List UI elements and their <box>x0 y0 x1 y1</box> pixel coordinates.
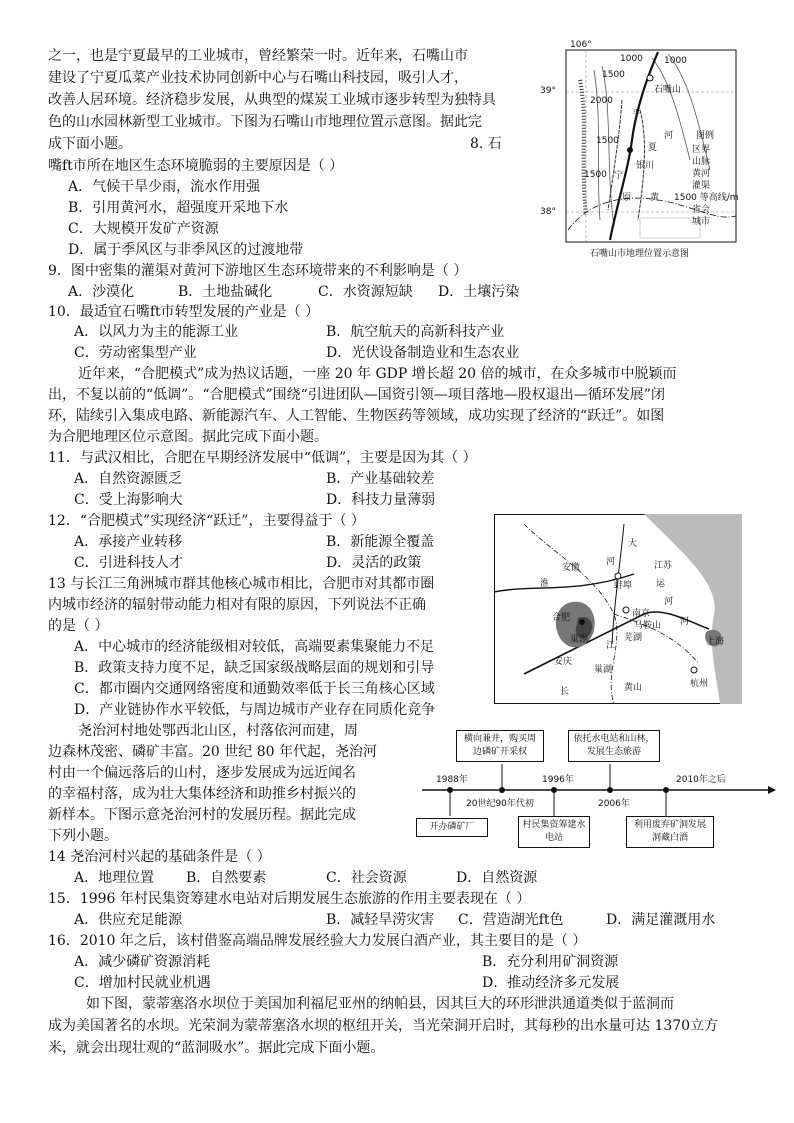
map1-place-huang: 黄 <box>650 193 660 203</box>
timeline-box-tourism: 依托水电站和山林，发展生态旅游 <box>568 730 660 762</box>
q9-stem: 9．图中密集的灌渠对黄河下游地区生态环境带来的不利影响是（ ） <box>48 263 468 279</box>
q12-option-c[interactable]: C．引进科技人才 <box>74 555 183 571</box>
map2-nanjing: 南京 <box>632 609 651 619</box>
map1-caption: 石嘴山市地理位置示意图 <box>590 249 690 259</box>
q9-option-d[interactable]: D．土壤污染 <box>438 284 520 300</box>
map2-chang: 长 <box>560 687 570 697</box>
timeline-box-liquor: 利用废弃矿洞发展洞藏白酒 <box>626 816 714 848</box>
map1-contour-4: 1500 <box>596 136 619 146</box>
map1-place-ning: 宁 <box>614 171 624 181</box>
q12-option-b[interactable]: B．新能源全覆盖 <box>326 534 435 550</box>
map2-jiangsu: 江苏 <box>654 561 673 571</box>
map2-wuhu: 芜湖 <box>624 633 643 643</box>
q15-option-c[interactable]: C．营造湖光ft色 <box>458 912 564 928</box>
q12-option-a[interactable]: A．承接产业转移 <box>74 534 183 550</box>
map1-place-shizuishan: 石嘴山 <box>654 85 682 95</box>
q8-option-b[interactable]: B．引用黄河水，超强度开采地下水 <box>68 200 289 216</box>
q14-option-b[interactable]: B．自然要素 <box>186 870 267 886</box>
shizuishan-location-map <box>540 40 746 262</box>
timeline-year-2010: 2010年之后 <box>676 775 726 785</box>
q15-option-a[interactable]: A．供应充足能源 <box>74 912 183 928</box>
map2-huangshan: 黄山 <box>624 683 643 693</box>
q9-option-c[interactable]: C．水资源短缺 <box>318 284 413 300</box>
map1-legend-canal: 灌渠 <box>692 181 711 191</box>
map2-jiang: 江 <box>606 641 616 651</box>
timeline-year-1988: 1988年 <box>436 775 468 785</box>
q12-option-d[interactable]: D．灵活的政策 <box>326 555 422 571</box>
map2-shanghai: 上海 <box>706 637 725 647</box>
map2-yun: 运 <box>656 579 666 589</box>
map2-hangzhou: 杭州 <box>690 679 709 689</box>
q8-option-a[interactable]: A．气候干旱少雨，流水作用强 <box>68 179 261 195</box>
intro3-line-3: 村由一个偏远落后的山村，逐步发展成为远近闻名 <box>48 765 356 781</box>
q11-option-a[interactable]: A．自然资源匮乏 <box>74 471 183 487</box>
map1-legend-mountain: 山脉 <box>692 157 711 167</box>
map2-hefei: 合肥 <box>552 613 571 623</box>
intro2-line-1: 近年来，“合肥模式”成为热议话题，一座 20 年 GDP 增长超 20 倍的城市，在众多城市中脱颖而 <box>78 366 677 382</box>
intro1-line-5: 成下面小题。 <box>48 136 132 152</box>
intro1-line-3: 改善人居环境。经济稳步发展，从典型的煤炭工业城市逐步转型为独特具 <box>48 92 496 108</box>
map2-chaohu-1: 巢湖 <box>570 635 589 645</box>
q14-stem: 14 尧治河村兴起的基础条件是（ ） <box>48 849 271 865</box>
q10-option-a[interactable]: A．以风力为主的能源工业 <box>74 324 239 340</box>
map2-anhui: 安徽 <box>562 563 581 573</box>
q16-option-b[interactable]: B．充分利用矿洞资源 <box>482 954 619 970</box>
yaozhihe-timeline <box>414 724 776 848</box>
q8-option-c[interactable]: C．大规模开发矿产资源 <box>68 221 219 237</box>
intro1-line-1: 之一，也是宁夏最早的工业城市，曾经繁荣一时。近年来，石嘴山市 <box>48 48 468 64</box>
map1-place-yuan: 原 <box>622 193 632 203</box>
map1-contour-5: 1500 <box>584 170 607 180</box>
map1-place-xia: 夏 <box>648 143 658 153</box>
q13-option-a[interactable]: A．中心城市的经济能级相对较低，高端要素集聚能力不足 <box>74 639 435 655</box>
q13-stem-line-1: 13 与长江三角洲城市群其他核心城市相比，合肥市对其都市圈 <box>48 576 435 592</box>
map1-legend-river: 黄河 <box>692 169 711 179</box>
map1-lat-bottom: 38° <box>540 207 556 217</box>
q11-option-c[interactable]: C．受上海影响大 <box>74 492 183 508</box>
intro2-line-2: 出，不复以前的“低调”。“合肥模式”围绕“引进团队—国资引领—项目落地—股权退出—循环发展”闭 <box>48 387 665 403</box>
timeline-box-merger: 横向兼并，购买周边磷矿开采权 <box>456 730 544 762</box>
intro3-line-4: 的幸福村落，成为壮大集体经济和助推乡村振兴的 <box>48 786 356 802</box>
q14-option-c[interactable]: C．社会资源 <box>326 870 407 886</box>
shizuishan-map-svg <box>540 40 746 262</box>
q9-option-a[interactable]: A．沙漠化 <box>68 284 135 300</box>
q10-option-b[interactable]: B．航空航天的高新科技产业 <box>326 324 505 340</box>
q8-number: 8. 石 <box>470 136 502 152</box>
q13-option-c[interactable]: C．都市圈内交通网络密度和通勤效率低于长三角核心区域 <box>74 681 435 697</box>
map1-legend-title: 图例 <box>696 131 715 141</box>
timeline-box-mine: 开办磷矿厂 <box>416 818 488 837</box>
q16-option-d[interactable]: D．推动经济多元发展 <box>482 975 620 991</box>
map2-bengbu: 蚌埠 <box>614 581 633 591</box>
q13-option-b[interactable]: B．政策支持力度不足，缺乏国家级战略层面的规划和引导 <box>74 660 435 676</box>
map1-place-he: 河 <box>664 131 674 141</box>
intro3-line-1: 尧治河村地处鄂西北山区，村落依河而建，周 <box>78 723 358 739</box>
map1-place-yinchuan: 银川 <box>636 161 655 171</box>
map2-anqing: 安庆 <box>554 657 573 667</box>
map2-he-1: 河 <box>606 557 616 567</box>
map1-longitude: 106° <box>570 40 592 50</box>
q15-option-d[interactable]: D．满足灌溉用水 <box>606 912 716 928</box>
map1-contour-1: 1000 <box>620 54 643 64</box>
map1-legend-capital: 省会 <box>692 205 711 215</box>
q9-option-b[interactable]: B．土地盐碱化 <box>178 284 273 300</box>
map2-chaohu-2: 巢湖 <box>594 665 613 675</box>
q8-stem: 嘴ft市所在地区生态环境脆弱的主要原因是（ ） <box>48 158 344 174</box>
q8-option-d[interactable]: D．属于季风区与非季风区的过渡地带 <box>68 242 304 258</box>
hefei-location-map <box>494 514 742 704</box>
intro4-line-1: 如下图，蒙蒂塞洛水坝位于美国加利福尼亚州的纳帕县，因其巨大的环形泄洪通道类似于蓝洞而 <box>86 996 674 1012</box>
intro3-line-2: 边森林茂密、磷矿丰富。20 世纪 80 年代起，尧治河 <box>48 744 377 760</box>
map1-lat-top: 39° <box>540 86 556 96</box>
q12-stem: 12．“合肥模式”实现经济“跃迁”，主要得益于（ ） <box>48 513 365 529</box>
intro4-line-3: 米，就会出现壮观的“蓝洞吸水”。据此完成下面小题。 <box>48 1040 385 1056</box>
map1-legend-contour: 1500 等高线/m <box>674 193 739 203</box>
q16-option-c[interactable]: C．增加村民就业机遇 <box>74 975 211 991</box>
map1-contour-3: 2000 <box>590 96 613 106</box>
map2-he-2: 河 <box>664 597 674 607</box>
q13-stem-line-3: 的是（ ） <box>48 618 109 634</box>
intro3-line-6: 下列小题。 <box>48 828 118 844</box>
map1-place-ping: 平 <box>632 109 642 119</box>
intro4-line-2: 成为美国著名的水坝。光荣洞为蒙蒂塞洛水坝的枢纽开关，当光荣洞开启时，其每秒的出水量可达 1370立方 <box>48 1018 719 1034</box>
map2-huai: 淮 <box>540 579 550 589</box>
q15-stem: 15．1996 年村民集资筹建水电站对后期发展生态旅游的作用主要表现在（ ） <box>48 891 531 907</box>
q11-option-d[interactable]: D．科技力量薄弱 <box>326 492 436 508</box>
map2-he-3: 河 <box>680 617 690 627</box>
map1-legend-boundary: 区界 <box>692 145 711 155</box>
intro2-line-4: 为合肥地理区位示意图。据此完成下面小题。 <box>48 429 328 445</box>
map1-contour-2: 1500 <box>602 70 625 80</box>
q13-stem-line-2: 内城市经济的辐射带动能力相对有限的原因，下列说法不正确 <box>48 597 426 613</box>
timeline-year-2006: 2006年 <box>598 799 630 809</box>
q16-option-a[interactable]: A．减少磷矿资源消耗 <box>74 954 211 970</box>
q13-option-d[interactable]: D．产业链协作水平较低，与周边城市产业存在同质化竞争 <box>74 702 436 718</box>
intro1-line-2: 建设了宁夏瓜菜产业技术协同创新中心与石嘴山科技园，吸引人才， <box>48 70 468 86</box>
map2-maanshan: 马鞍山 <box>634 621 662 631</box>
timeline-year-1990s: 20世纪90年代初 <box>466 799 534 809</box>
map1-legend-city: 城市 <box>692 217 711 227</box>
q10-option-d[interactable]: D．光伏设备制造业和生态农业 <box>326 345 520 361</box>
q10-stem: 10．最适宜石嘴ft市转型发展的产业是（ ） <box>48 304 320 320</box>
intro3-line-5: 新样本。下图示意尧治河村的发展历程。据此完成 <box>48 807 356 823</box>
q11-stem: 11．与武汉相比，合肥在早期经济发展中“低调”，主要是因为其（ ） <box>48 450 477 466</box>
intro1-line-4: 色的山水园林新型工业城市。下图为石嘴山市地理位置示意图。据此完 <box>48 114 482 130</box>
map1-contour-6: 1000 <box>664 56 687 66</box>
q14-option-a[interactable]: A．地理位置 <box>74 870 155 886</box>
q11-option-b[interactable]: B．产业基础较差 <box>326 471 435 487</box>
timeline-year-1996: 1996年 <box>542 775 574 785</box>
q15-option-b[interactable]: B．减轻旱涝灾害 <box>326 912 435 928</box>
timeline-box-hydropower: 村民集资筹建水电站 <box>518 816 590 848</box>
q10-option-c[interactable]: C．劳动密集型产业 <box>74 345 197 361</box>
map2-da: 大 <box>628 539 638 549</box>
intro2-line-3: 环，陆续引入集成电路、新能源汽车、人工智能、生物医药等领域，成功实现了经济的“跃迁”。如图 <box>48 408 665 424</box>
q16-stem: 16．2010 年之后，该村借鉴高端品牌发展经验大力发展白酒产业，其主要目的是（ ） <box>48 933 587 949</box>
q14-option-d[interactable]: D．自然资源 <box>456 870 538 886</box>
